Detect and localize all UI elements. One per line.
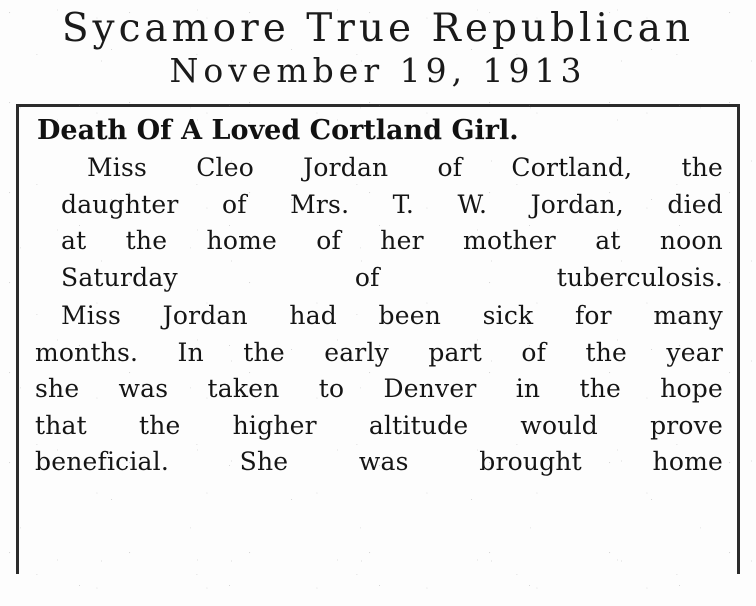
article-headline: Death Of A Loved Cortland Girl.	[37, 115, 519, 147]
article-line: beneficial. She was brought home	[35, 447, 723, 477]
article-paragraph	[35, 298, 723, 481]
article-line: daughter of Mrs. T. W. Jordan, died	[61, 189, 723, 219]
publication-date: November 19, 1913	[169, 51, 587, 91]
masthead	[0, 0, 756, 90]
article-line: Saturday of tuberculosis.	[61, 262, 723, 292]
article-line: she was taken to Denver in the hope	[35, 374, 723, 404]
article-line: that the higher altitude would prove	[35, 410, 723, 440]
article-body	[16, 104, 740, 574]
article-line: at the home of her mother at noon	[61, 226, 723, 256]
article-line: Miss Cleo Jordan of Cortland, the	[87, 153, 723, 183]
article-line: Miss Jordan had been sick for many	[61, 301, 723, 331]
newspaper-title: Sycamore True Republican	[61, 6, 695, 51]
article-line: months. In the early part of the year	[35, 337, 723, 367]
article-paragraph	[35, 150, 723, 296]
